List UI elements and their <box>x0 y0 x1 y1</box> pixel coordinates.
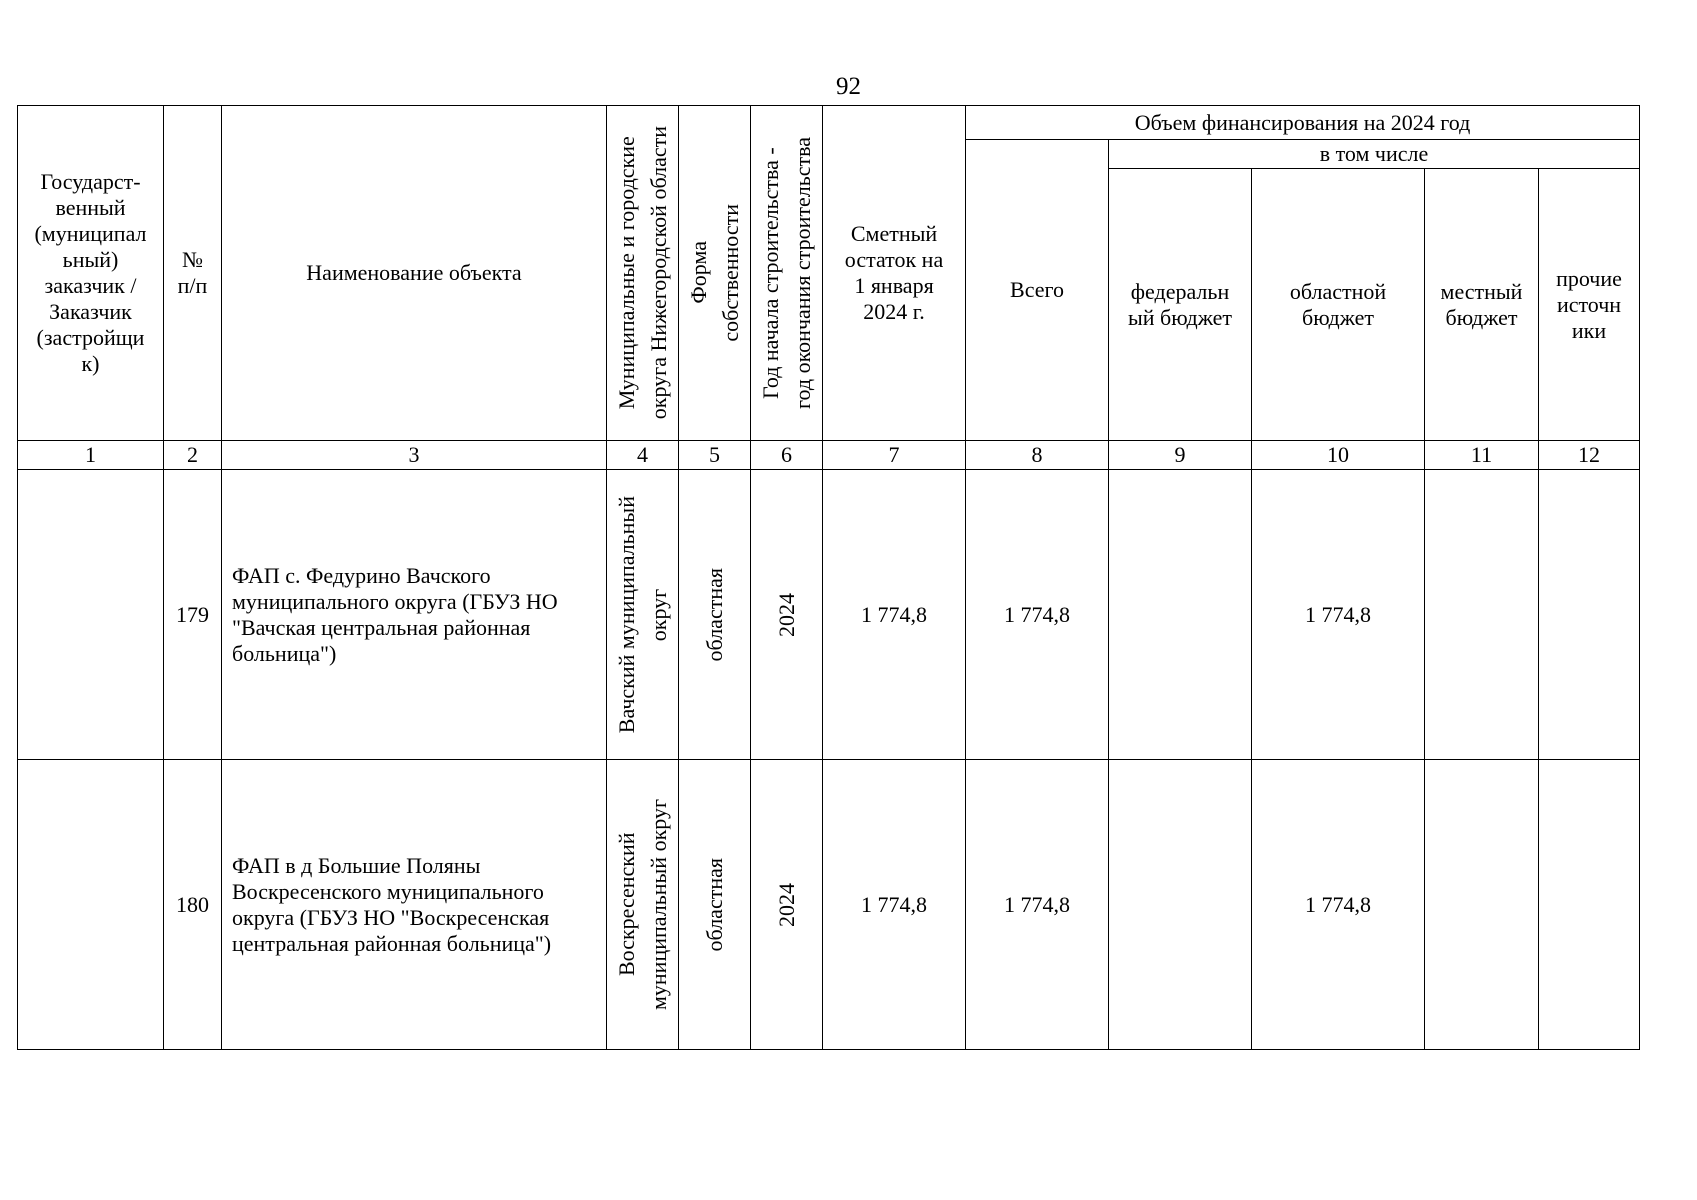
header-ownership: Форма собственности <box>679 106 751 441</box>
regional-cell: 1 774,8 <box>1252 470 1425 760</box>
column-number: 8 <box>966 441 1109 470</box>
header-regional-budget: областной бюджет <box>1252 169 1425 441</box>
municipality-cell: Воскресенский муниципальный округ <box>607 760 679 1050</box>
header-funding-group: Объем финансирования на 2024 год <box>966 106 1640 140</box>
column-number: 3 <box>222 441 607 470</box>
header-federal-budget: федеральн ый бюджет <box>1109 169 1252 441</box>
total-cell: 1 774,8 <box>966 760 1109 1050</box>
header-other-sources: прочие источн ики <box>1539 169 1640 441</box>
header-including: в том числе <box>1109 140 1640 169</box>
table-row <box>18 470 1640 760</box>
local-cell <box>1425 470 1539 760</box>
object-name-cell: ФАП с. Федурино Вачского муниципального округа (ГБУЗ НО "Вачская центральная районная больница") <box>222 470 607 760</box>
header-customer: Государст- венный (муниципал ьный) заказчик / Заказчик (застройщи к) <box>18 106 164 441</box>
header-estimate-remainder: Сметный остаток на 1 января 2024 г. <box>823 106 966 441</box>
column-number: 11 <box>1425 441 1539 470</box>
years-cell: 2024 <box>751 760 823 1050</box>
total-cell: 1 774,8 <box>966 470 1109 760</box>
table-row <box>18 760 1640 1050</box>
column-number: 12 <box>1539 441 1640 470</box>
header-number: № п/п <box>164 106 222 441</box>
header-local-budget: местный бюджет <box>1425 169 1539 441</box>
column-number: 5 <box>679 441 751 470</box>
object-name-cell: ФАП в д Большие Поляны Воскресенского муниципального округа (ГБУЗ НО "Воскресенская центральная районная больница") <box>222 760 607 1050</box>
page-number: 92 <box>836 73 861 100</box>
regional-cell: 1 774,8 <box>1252 760 1425 1050</box>
column-number: 4 <box>607 441 679 470</box>
municipality-cell: Вачский муниципальный округ <box>607 470 679 760</box>
federal-cell <box>1109 470 1252 760</box>
column-number: 10 <box>1252 441 1425 470</box>
federal-cell <box>1109 760 1252 1050</box>
customer-cell <box>18 760 164 1050</box>
header-municipality: Муниципальные и городские округа Нижегородской области <box>607 106 679 441</box>
header-years: Год начала строительства - год окончания строительства <box>751 106 823 441</box>
other-cell <box>1539 760 1640 1050</box>
ownership-cell: областная <box>679 470 751 760</box>
funding-table <box>17 105 1640 1050</box>
number-cell: 180 <box>164 760 222 1050</box>
column-number: 1 <box>18 441 164 470</box>
ownership-cell: областная <box>679 760 751 1050</box>
header-total: Всего <box>966 140 1109 441</box>
remainder-cell: 1 774,8 <box>823 470 966 760</box>
remainder-cell: 1 774,8 <box>823 760 966 1050</box>
years-cell: 2024 <box>751 470 823 760</box>
header-object-name: Наименование объекта <box>222 106 607 441</box>
customer-cell <box>18 470 164 760</box>
local-cell <box>1425 760 1539 1050</box>
other-cell <box>1539 470 1640 760</box>
column-number: 9 <box>1109 441 1252 470</box>
column-number: 6 <box>751 441 823 470</box>
column-numbers-row <box>18 441 1640 470</box>
number-cell: 179 <box>164 470 222 760</box>
column-number: 7 <box>823 441 966 470</box>
column-number: 2 <box>164 441 222 470</box>
